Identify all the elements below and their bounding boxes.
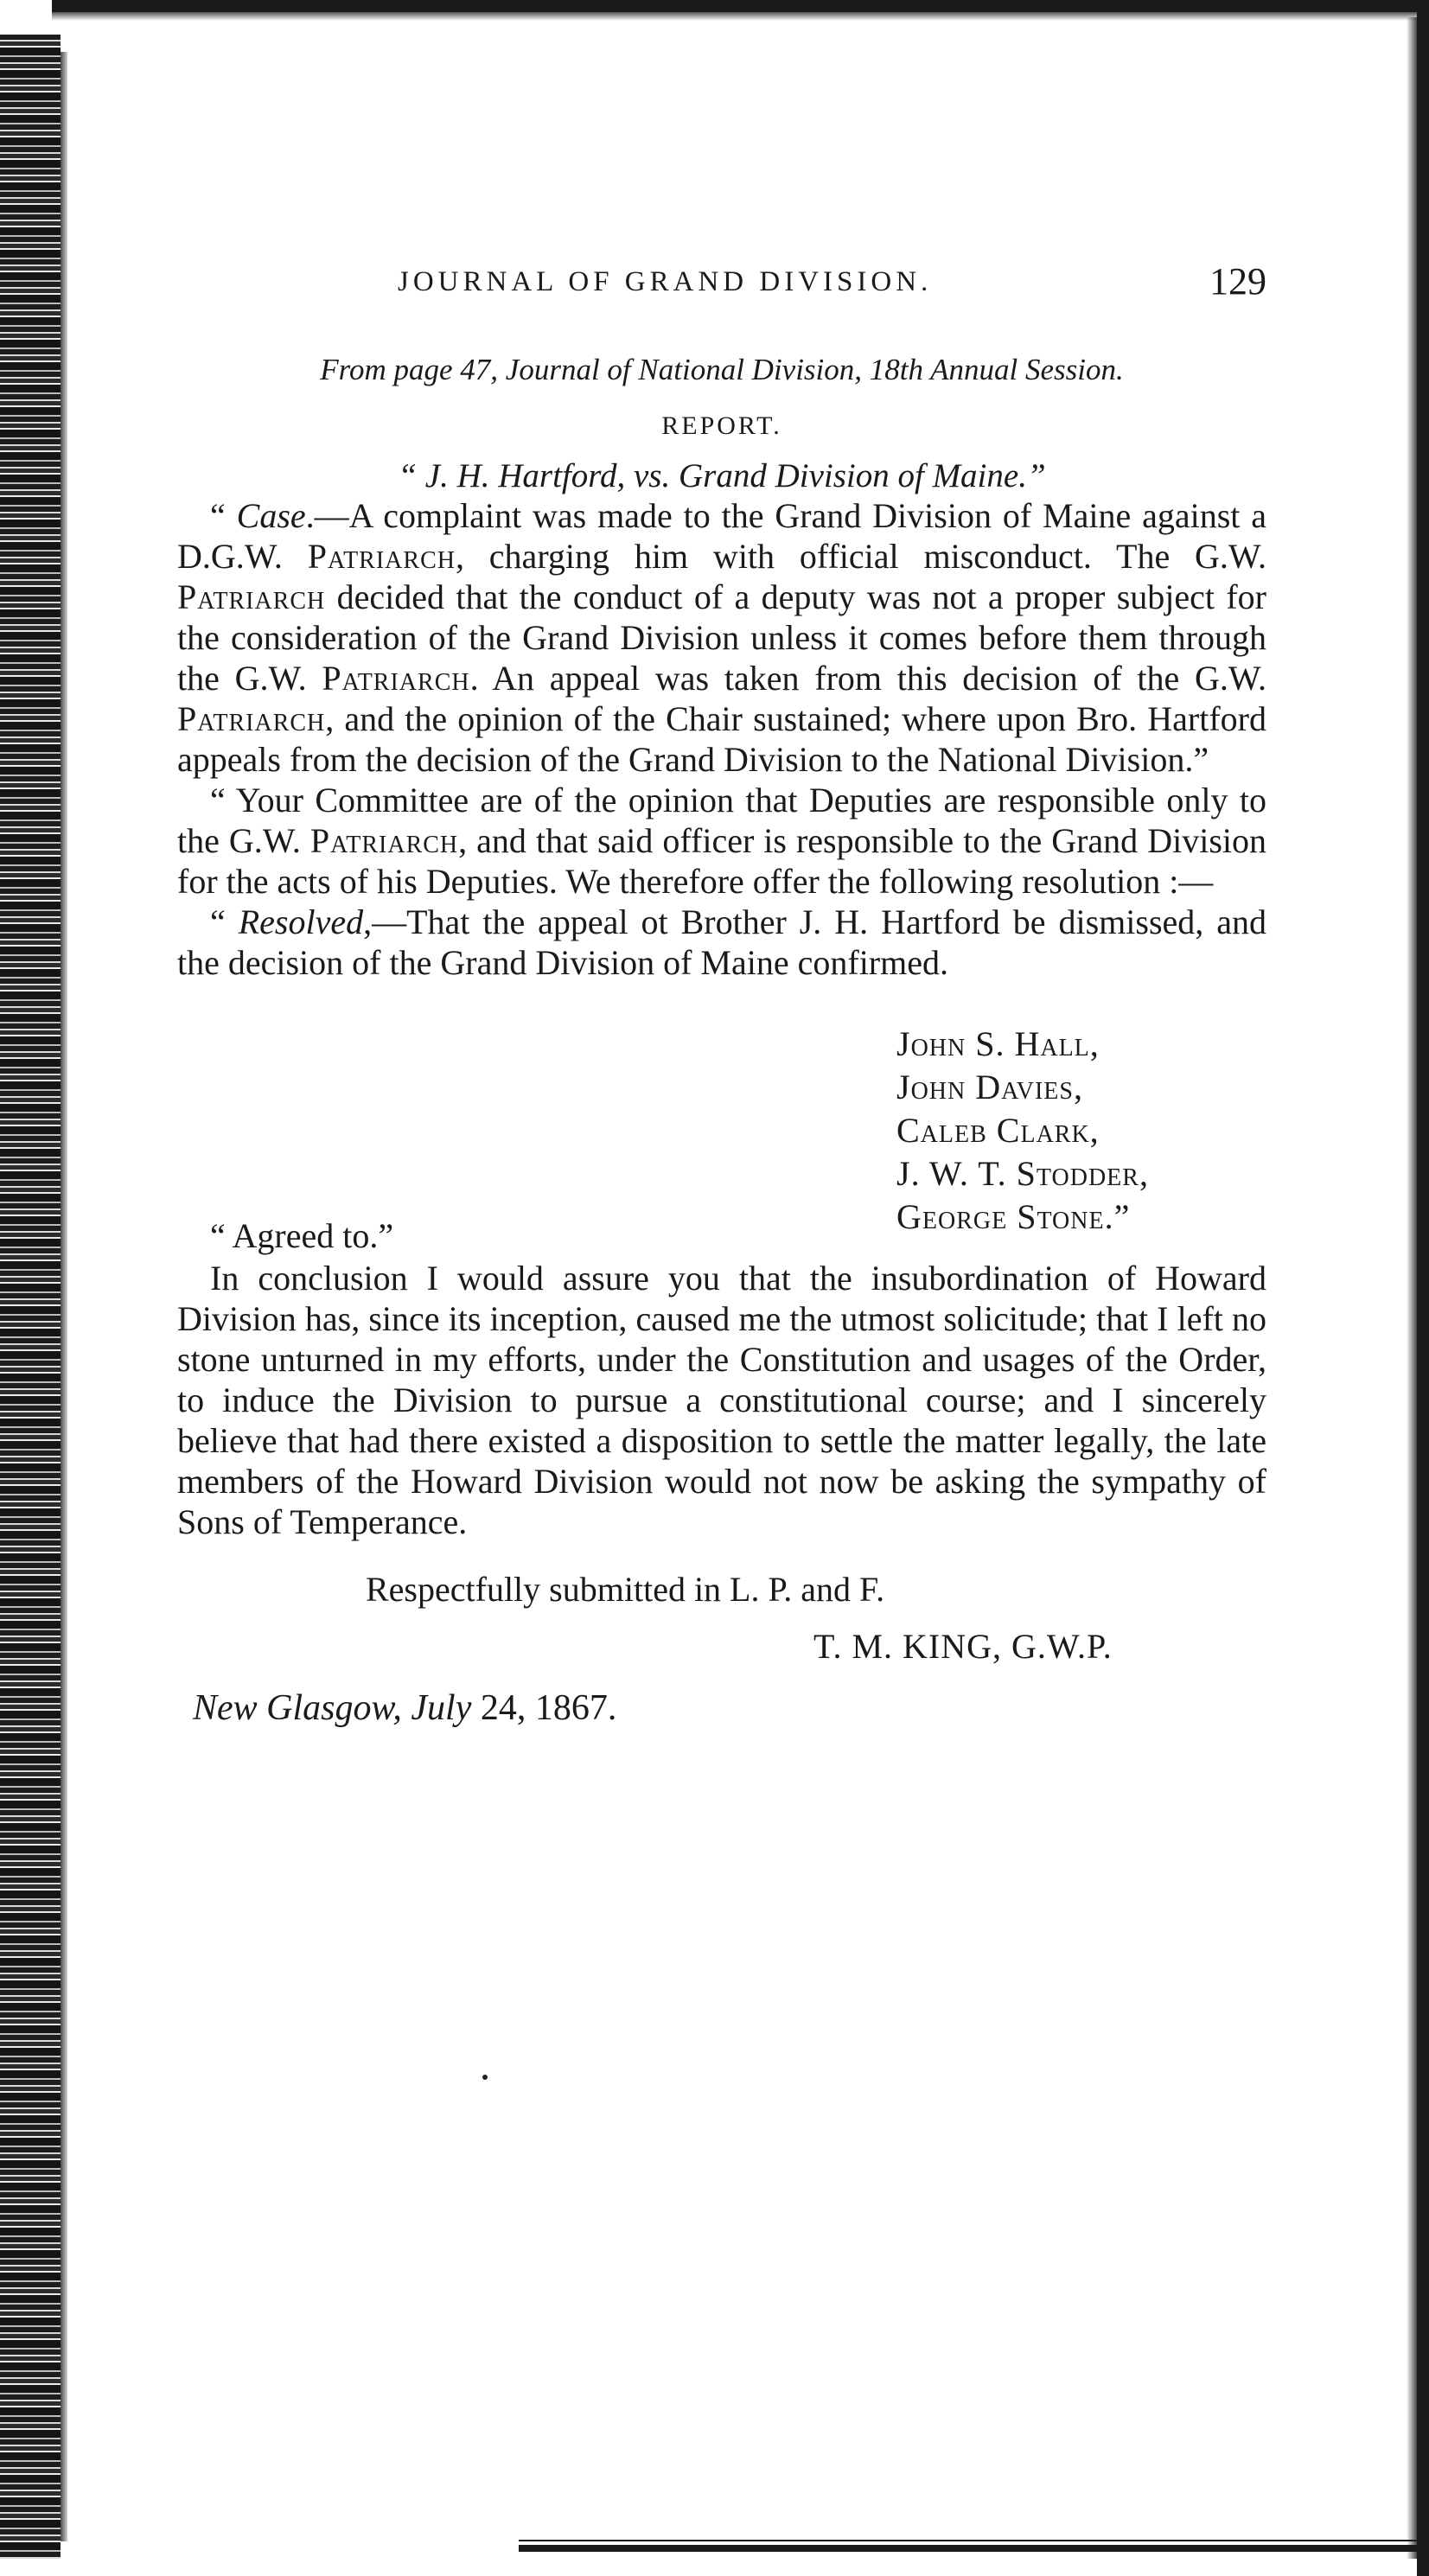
ink-speck	[482, 2075, 488, 2080]
resolved-paragraph	[177, 902, 1266, 983]
committee-patriarch: Patriarch	[309, 821, 459, 860]
running-head	[177, 259, 1266, 311]
case-patriarch-2: Patriarch	[177, 577, 326, 616]
signer-name: John Davies,	[896, 1068, 1083, 1106]
place: New Glasgow, July	[193, 1688, 472, 1728]
conclusion-paragraph: In conclusion I would assure you that the insubordination of Howard Division has, since its inception, caused me the utmost solicitude; that I left no stone unturned in my efforts, under the Constitution and usages of the Order, to induce the Division to pursue a constitutional course; and I sincerely believe that had there existed a disposition to settle the matter legally, the late members of the Howard Division would not now be asking the sympathy of Sons of Temperance.	[177, 1259, 1266, 1541]
case-text-3: decided that the conduct of a deputy was not a proper subject for the consideration of the Grand Division unless it comes before them through the G.W.	[177, 577, 1266, 698]
case-text-1: .—A complaint was made to the Grand Division of Maine against a D.G.W.	[177, 496, 1267, 576]
signer-name: John S. Hall,	[896, 1024, 1100, 1063]
place-date	[193, 1686, 1266, 1731]
resolved-open-quote: “	[210, 902, 239, 941]
committee-text-1: “ Your Committee are of the opinion that Deputies are responsible only to the G.W.	[177, 781, 1266, 860]
scan-edge-top	[52, 0, 1429, 12]
case-title: “ J. H. Hartford, vs. Grand Division of Maine.”	[398, 457, 1046, 494]
case-lead-word: Case	[236, 496, 306, 535]
committee-paragraph	[177, 780, 1266, 902]
resolved-text: ,—That the appeal ot Brother J. H. Hartford be dismissed, and the decision of the Grand Division of Maine confirmed.	[177, 902, 1266, 982]
committee-signers	[896, 1023, 1266, 1239]
case-patriarch-4: Patriarch	[177, 699, 326, 738]
signer-name: Caleb Clark,	[896, 1111, 1100, 1150]
page-number: 129	[1209, 260, 1266, 303]
scan-edge-bottom	[519, 2545, 1418, 2552]
case-paragraph	[177, 495, 1266, 780]
signer-name: George Stone.”	[896, 1197, 1131, 1236]
committee-text-2: , and that said officer is responsible to the Grand Division for the acts of his Deputies. We therefore offer the following resolution :—	[177, 821, 1266, 901]
case-text-2: , charging him with official misconduct. The G.W.	[455, 537, 1267, 576]
scan-edge-top-shadow	[52, 12, 1429, 21]
scan-edge-right	[1417, 0, 1429, 2576]
date: 24, 1867.	[471, 1688, 617, 1728]
page-body	[177, 259, 1266, 1731]
report-heading: REPORT.	[661, 411, 782, 440]
source-line: From page 47, Journal of National Division, 18th Annual Session.	[320, 353, 1124, 386]
resolved-lead-word: Resolved	[238, 902, 364, 941]
case-patriarch-3: Patriarch	[322, 659, 470, 698]
scan-edge-left	[0, 35, 61, 2559]
case-patriarch-1: Patriarch	[307, 537, 456, 576]
scan-edge-right-shadow	[1407, 17, 1417, 2559]
scan-edge-left-shadow	[61, 52, 67, 2541]
agreed-note: “ Agreed to.”	[210, 1216, 394, 1255]
scan-edge-bottom-line	[519, 2540, 1418, 2541]
signer-name: J. W. T. Stodder,	[896, 1154, 1149, 1193]
running-title: JOURNAL OF GRAND DIVISION.	[398, 266, 933, 297]
case-text-5: , and the opinion of the Chair sustained; where upon Bro. Hartford appeals from the decision of the Grand Division to the National Division.”	[177, 699, 1266, 779]
signature: T. M. KING, G.W.P.	[813, 1627, 1113, 1666]
closing-line: Respectfully submitted in L. P. and F.	[366, 1570, 885, 1609]
case-text-4: . An appeal was taken from this decision of the G.W.	[469, 659, 1266, 698]
case-open-quote: “	[210, 496, 237, 535]
